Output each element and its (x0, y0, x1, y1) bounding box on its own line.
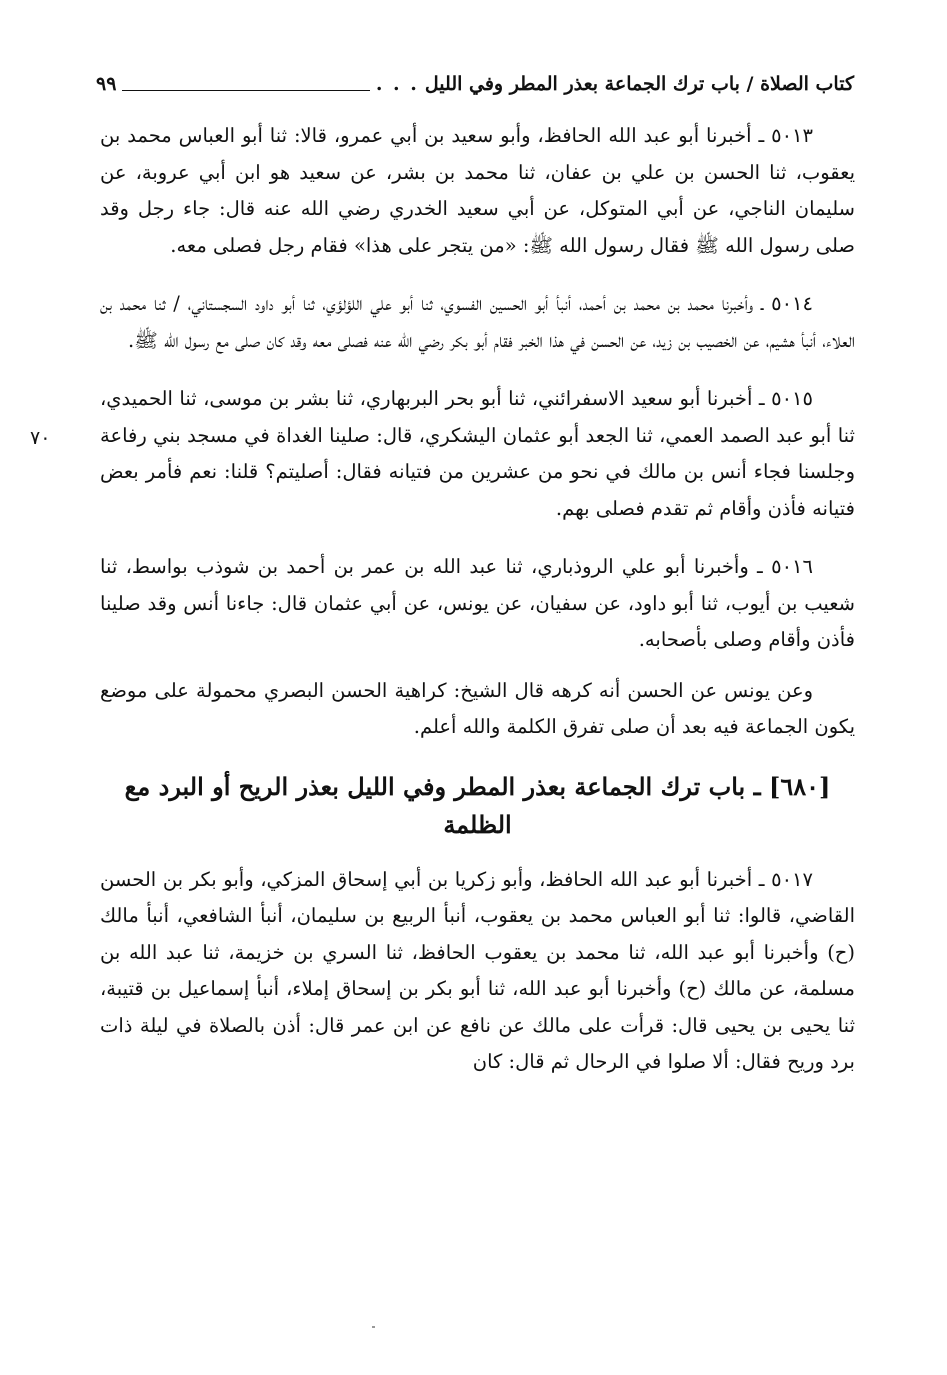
chapter-heading: [٦٨٠] ـ باب ترك الجماعة بعذر المطر وفي الليل بعذر الريح أو البرد مع الظلمة (124, 771, 831, 839)
sheikh-comment: وعن يونس عن الحسن أنه كرهه قال الشيخ: كراهية الحسن البصري محمولة على موضع يكون الجماعة فيه بعد أن صلى تفرق الكلمة والله أعلم. (100, 678, 855, 738)
hadith-5014: ٥٠١٤ ـ وأخبرنا محمد بن محمد بن أحمد، أنبأ أبو الحسين الفسوي، ثنا أبو علي اللؤلؤي، ثنا أبو داود السجستاني، / ثنا محمد بن العلاء، أنبأ هشيم، عن الخصيب بن زيد، عن الحسن في هذا الخبر فقام أبو بكر رضي الله عنه فصلى معه وقد كان صلى مع رسول الله ﷺ. (100, 292, 855, 352)
hadith-5017: ٥٠١٧ ـ أخبرنا أبو عبد الله الحافظ، وأبو زكريا بن أبي إسحاق المزكي، وأبو بكر بن الحسن القاضي، قالوا: ثنا أبو العباس محمد بن يعقوب، أنبأ الربيع بن سليمان، أنبأ الشافعي، أنبأ مالك (ح) وأخبرنا أبو عبد الله، ثنا محمد بن يعقوب الحافظ، ثنا السري بن خزيمة، ثنا عبد الله بن مسلمة، عن مالك (ح) وأخبرنا أبو عبد الله، ثنا أبو بكر بن إسحاق إملاء، أنبأ إسماعيل بن قتيبة، ثنا يحيى بن يحيى قال: قرأت على مالك عن نافع عن ابن عمر قال: أذن بالصلاة في ليلة ذات برد وريح فقال: ألا صلوا في الرحال ثم قال: كان (100, 867, 855, 1073)
page-number: ٩٩ (96, 73, 117, 95)
header-rule (122, 90, 369, 91)
hadith-5016: ٥٠١٦ ـ وأخبرنا أبو علي الروذباري، ثنا عبد الله بن عمر بن أحمد بن شوذب بواسط، ثنا شعيب بن أيوب، ثنا أبو داود، عن سفيان، عن يونس، عن أبي عثمان قال: جاءنا أنس وقد صلينا فأذن وأقام وصلى بأصحابه. (100, 555, 855, 651)
main-text (100, 118, 855, 1103)
hadith-5013: ٥٠١٣ ـ أخبرنا أبو عبد الله الحافظ، وأبو سعيد بن أبي عمرو، قالا: ثنا أبو العباس محمد بن يعقوب، ثنا الحسن بن علي بن عفان، ثنا محمد بن بشر، عن سعيد هو ابن أبي عروبة، عن سليمان الناجي، عن أبي المتوكل، عن أبي سعيد الخدري رضي الله عنه قال: جاء رجل وقد صلى رسول الله ﷺ فقال رسول الله ﷺ: «من يتجر على هذا» فقام رجل فصلى معه. (100, 124, 855, 257)
header-ellipsis: . . . (375, 73, 419, 95)
running-header (96, 66, 854, 102)
margin-reference: ٧٠ (30, 427, 51, 449)
header-title: كتاب الصلاة / باب ترك الجماعة بعذر المطر وفي الليل (424, 73, 854, 95)
hadith-5015: ٥٠١٥ ـ أخبرنا أبو سعيد الاسفرائني، ثنا أبو بحر البربهاري، ثنا بشر بن موسى، ثنا الحميدي، ثنا أبو عبد الصمد العمي، ثنا الجعد أبو عثمان اليشكري، قال: صلينا الغداة في مسجد بني رفاعة وجلسنا فجاء أنس بن مالك في نحو من عشرين من فتيانه فقال: أصليتم؟ قلنا: نعم فأمر بعض فتيانه فأذن وأقام ثم تقدم فصلى بهم. (100, 387, 855, 520)
scan-speck (372, 1326, 375, 1328)
